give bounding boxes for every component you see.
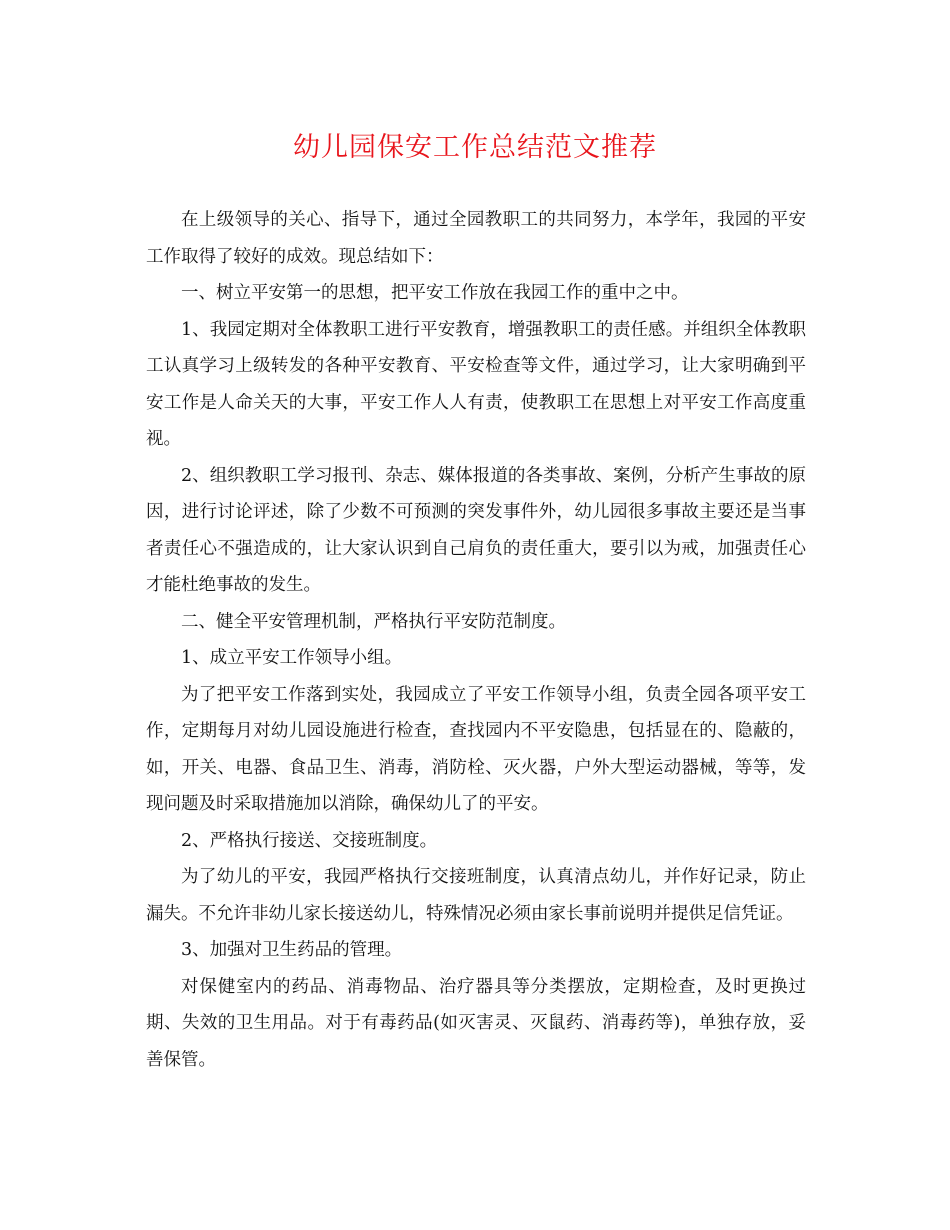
paragraph-intro: 在上级领导的关心、指导下，通过全园教职工的共同努力，本学年，我园的平安工作取得了较好的成效。现总结如下：: [146, 210, 806, 267]
paragraph: 对保健室内的药品、消毒物品、治疗器具等分类摆放，定期检查，及时更换过期、失效的卫生用品。对于有毒药品(如灭害灵、灭鼠药、消毒药等)，单独存放，妥善保管。: [146, 976, 806, 1070]
subheading: 1、成立平安工作领导小组。: [181, 648, 403, 668]
paragraph: 为了把平安工作落到实处，我园成立了平安工作领导小组，负责全园各项平安工作，定期每月对幼儿园设施进行检查，查找园内不平安隐患，包括显在的、隐蔽的，如，开关、电器、食品卫生、消毒，消防栓、灭火器，户外大型运动器械，等等，发现问题及时采取措施加以消除，确保幼儿了的平安。: [146, 684, 806, 814]
page-title: 幼儿园保安工作总结范文推荐: [293, 132, 657, 163]
paragraph: 2、组织教职工学习报刊、杂志、媒体报道的各类事故、案例，分析产生事故的原因，进行讨论评述，除了少数不可预测的突发事件外，幼儿园很多事故主要还是当事者责任心不强造成的，让大家认识到自己肩负的责任重大，要引以为戒，加强责任心才能杜绝事故的发生。: [146, 465, 806, 595]
document-body: [146, 202, 806, 1078]
paragraph: 1、我园定期对全体教职工进行平安教育，增强教职工的责任感。并组织全体教职工认真学习上级转发的各种平安教育、平安检查等文件，通过学习，让大家明确到平安工作是人命关天的大事，平安工作人人有责，使教职工在思想上对平安工作高度重视。: [146, 319, 806, 449]
subheading: 3、加强对卫生药品的管理。: [181, 940, 403, 960]
section-heading-2: 二、健全平安管理机制，严格执行平安防范制度。: [181, 611, 566, 632]
subheading: 2、严格执行接送、交接班制度。: [181, 830, 438, 851]
paragraph: 为了幼儿的平安，我园严格执行交接班制度，认真清点幼儿，并作好记录，防止漏失。不允许非幼儿家长接送幼儿，特殊情况必须由家长事前说明并提供足信凭证。: [146, 867, 806, 924]
section-heading-1: 一、树立平安第一的思想，把平安工作放在我园工作的重中之中。: [181, 283, 689, 303]
